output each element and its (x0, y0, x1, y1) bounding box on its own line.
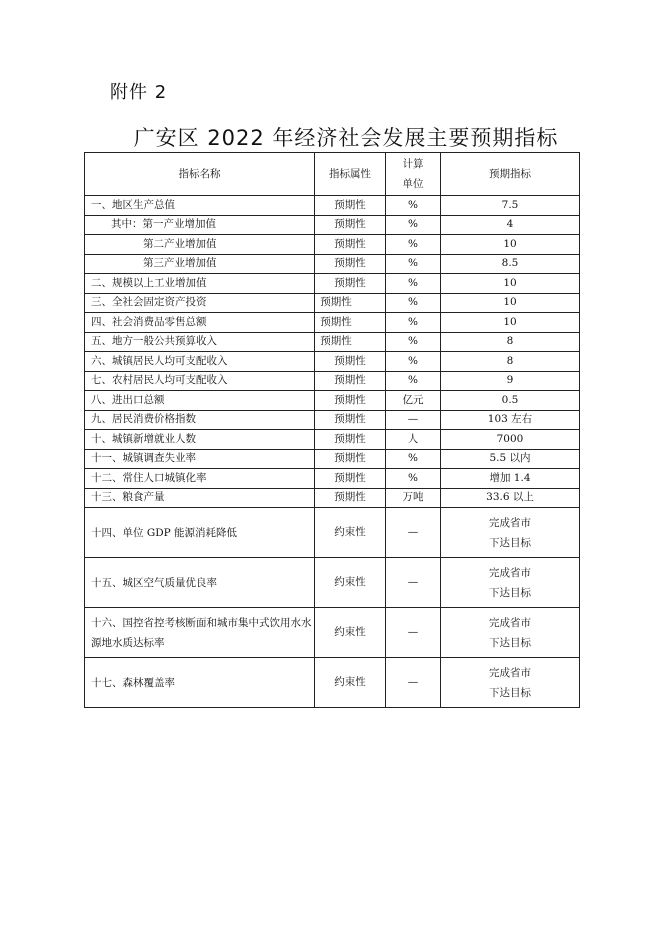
indicator-attribute-cell: 预期性 (315, 196, 386, 216)
indicator-target-cell: 4 (441, 215, 580, 235)
indicator-table (84, 152, 580, 708)
indicator-name-cell: 九、居民消费价格指数 (85, 410, 315, 430)
indicator-attribute-cell: 预期性 (315, 332, 386, 352)
indicator-target-cell: 5.5 以内 (441, 449, 580, 469)
indicator-unit-cell: % (386, 293, 441, 313)
indicator-target-cell (441, 508, 580, 558)
indicator-unit-cell: % (386, 352, 441, 372)
indicator-name-cell (85, 608, 315, 658)
header-name: 指标名称 (85, 153, 315, 196)
indicator-target-cell: 0.5 (441, 391, 580, 411)
table-row (85, 558, 580, 608)
table-row (85, 313, 580, 333)
indicator-attribute-cell: 约束性 (315, 658, 386, 708)
indicator-target-line: 完成省市 (489, 516, 531, 529)
indicator-target-line: 完成省市 (489, 666, 531, 679)
indicator-name-cell: 十一、城镇调查失业率 (85, 449, 315, 469)
indicator-name-cell: 其中：第一产业增加值 (85, 215, 315, 235)
table-row (85, 469, 580, 489)
attachment-label: 附件 2 (110, 82, 168, 103)
indicator-attribute-cell: 约束性 (315, 508, 386, 558)
table-row (85, 235, 580, 255)
indicator-name-cell: 六、城镇居民人均可支配收入 (85, 352, 315, 372)
indicator-name-line: 十七、森林覆盖率 (91, 676, 175, 689)
indicator-name-cell (85, 658, 315, 708)
indicator-attribute-cell: 预期性 (315, 449, 386, 469)
header-attribute: 指标属性 (315, 153, 386, 196)
indicator-unit-cell: % (386, 254, 441, 274)
indicator-target-cell: 7.5 (441, 196, 580, 216)
indicator-attribute-cell: 预期性 (315, 313, 386, 333)
indicator-attribute-cell: 约束性 (315, 608, 386, 658)
header-unit-line2: 单位 (402, 178, 424, 190)
table-row (85, 371, 580, 391)
table-row (85, 352, 580, 372)
indicator-attribute-cell: 预期性 (315, 430, 386, 450)
indicator-target-cell: 8 (441, 352, 580, 372)
indicator-target-cell: 8 (441, 332, 580, 352)
table-row (85, 332, 580, 352)
indicator-target-line: 下达目标 (489, 686, 531, 699)
header-unit-line1: 计算 (402, 158, 424, 170)
indicator-target-cell: 10 (441, 313, 580, 333)
indicator-attribute-cell: 预期性 (315, 391, 386, 411)
table-row (85, 430, 580, 450)
indicator-attribute-cell: 预期性 (315, 488, 386, 508)
indicator-attribute-cell: 约束性 (315, 558, 386, 608)
indicator-unit-cell: 人 (386, 430, 441, 450)
indicator-name-cell: 十三、粮食产量 (85, 488, 315, 508)
indicator-attribute-cell: 预期性 (315, 469, 386, 489)
indicator-unit-cell: % (386, 332, 441, 352)
indicator-unit-cell: % (386, 274, 441, 294)
indicator-target-cell (441, 658, 580, 708)
table-row (85, 608, 580, 658)
indicator-unit-cell: 万吨 (386, 488, 441, 508)
indicator-name-cell: 第二产业增加值 (85, 235, 315, 255)
indicator-target-cell: 7000 (441, 430, 580, 450)
indicator-target-cell: 10 (441, 274, 580, 294)
indicator-name-line: 十四、单位 GDP 能源消耗降低 (91, 526, 238, 539)
table-row (85, 391, 580, 411)
indicator-target-line: 完成省市 (489, 566, 531, 579)
indicator-target-line: 下达目标 (489, 586, 531, 599)
indicator-target-cell: 33.6 以上 (441, 488, 580, 508)
indicator-attribute-cell: 预期性 (315, 254, 386, 274)
table-row (85, 293, 580, 313)
indicator-target-line: 完成省市 (489, 616, 531, 629)
table-row (85, 488, 580, 508)
indicator-unit-cell: — (386, 658, 441, 708)
indicator-name-cell: 第三产业增加值 (85, 254, 315, 274)
indicator-name-cell: 四、社会消费品零售总额 (85, 313, 315, 333)
indicator-unit-cell: 亿元 (386, 391, 441, 411)
indicator-target-line: 下达目标 (489, 536, 531, 549)
indicator-unit-cell: % (386, 235, 441, 255)
indicator-attribute-cell: 预期性 (315, 235, 386, 255)
indicator-target-cell: 10 (441, 235, 580, 255)
indicator-name-cell: 十二、常住人口城镇化率 (85, 469, 315, 489)
indicator-attribute-cell: 预期性 (315, 215, 386, 235)
indicator-target-cell: 103 左右 (441, 410, 580, 430)
indicator-unit-cell: — (386, 508, 441, 558)
document-title: 广安区 2022 年经济社会发展主要预期指标 (133, 126, 559, 150)
table-row (85, 410, 580, 430)
indicator-unit-cell: % (386, 469, 441, 489)
table-row (85, 274, 580, 294)
table-row (85, 254, 580, 274)
table-header-row (85, 153, 580, 196)
indicator-unit-cell: % (386, 371, 441, 391)
header-target: 预期指标 (441, 153, 580, 196)
indicator-target-cell: 8.5 (441, 254, 580, 274)
indicator-name-line: 十五、城区空气质量优良率 (91, 576, 217, 589)
indicator-name-line: 源地水质达标率 (91, 636, 165, 649)
indicator-name-cell: 五、地方一般公共预算收入 (85, 332, 315, 352)
indicator-target-cell (441, 608, 580, 658)
indicator-unit-cell: — (386, 558, 441, 608)
indicator-attribute-cell: 预期性 (315, 410, 386, 430)
table-row (85, 449, 580, 469)
indicator-target-cell: 增加 1.4 (441, 469, 580, 489)
indicator-name-cell: 二、规模以上工业增加值 (85, 274, 315, 294)
indicator-unit-cell: % (386, 215, 441, 235)
indicator-attribute-cell: 预期性 (315, 274, 386, 294)
indicator-unit-cell: — (386, 410, 441, 430)
indicator-unit-cell: % (386, 449, 441, 469)
indicator-name-cell: 八、进出口总额 (85, 391, 315, 411)
table-row (85, 196, 580, 216)
indicator-unit-cell: — (386, 608, 441, 658)
indicator-attribute-cell: 预期性 (315, 352, 386, 372)
indicator-attribute-cell: 预期性 (315, 293, 386, 313)
indicator-target-cell (441, 558, 580, 608)
indicator-name-cell: 七、农村居民人均可支配收入 (85, 371, 315, 391)
header-unit (386, 153, 441, 196)
indicator-name-cell: 十、城镇新增就业人数 (85, 430, 315, 450)
table-row (85, 508, 580, 558)
indicator-target-cell: 10 (441, 293, 580, 313)
indicator-name-cell (85, 508, 315, 558)
indicator-attribute-cell: 预期性 (315, 371, 386, 391)
table-row (85, 215, 580, 235)
indicator-unit-cell: % (386, 313, 441, 333)
indicator-target-line: 下达目标 (489, 636, 531, 649)
indicator-name-cell (85, 558, 315, 608)
indicator-unit-cell: % (386, 196, 441, 216)
table-row (85, 658, 580, 708)
indicator-target-cell: 9 (441, 371, 580, 391)
indicator-name-cell: 一、地区生产总值 (85, 196, 315, 216)
indicator-name-line: 十六、国控省控考核断面和城市集中式饮用水水 (91, 616, 312, 629)
indicator-name-cell: 三、全社会固定资产投资 (85, 293, 315, 313)
